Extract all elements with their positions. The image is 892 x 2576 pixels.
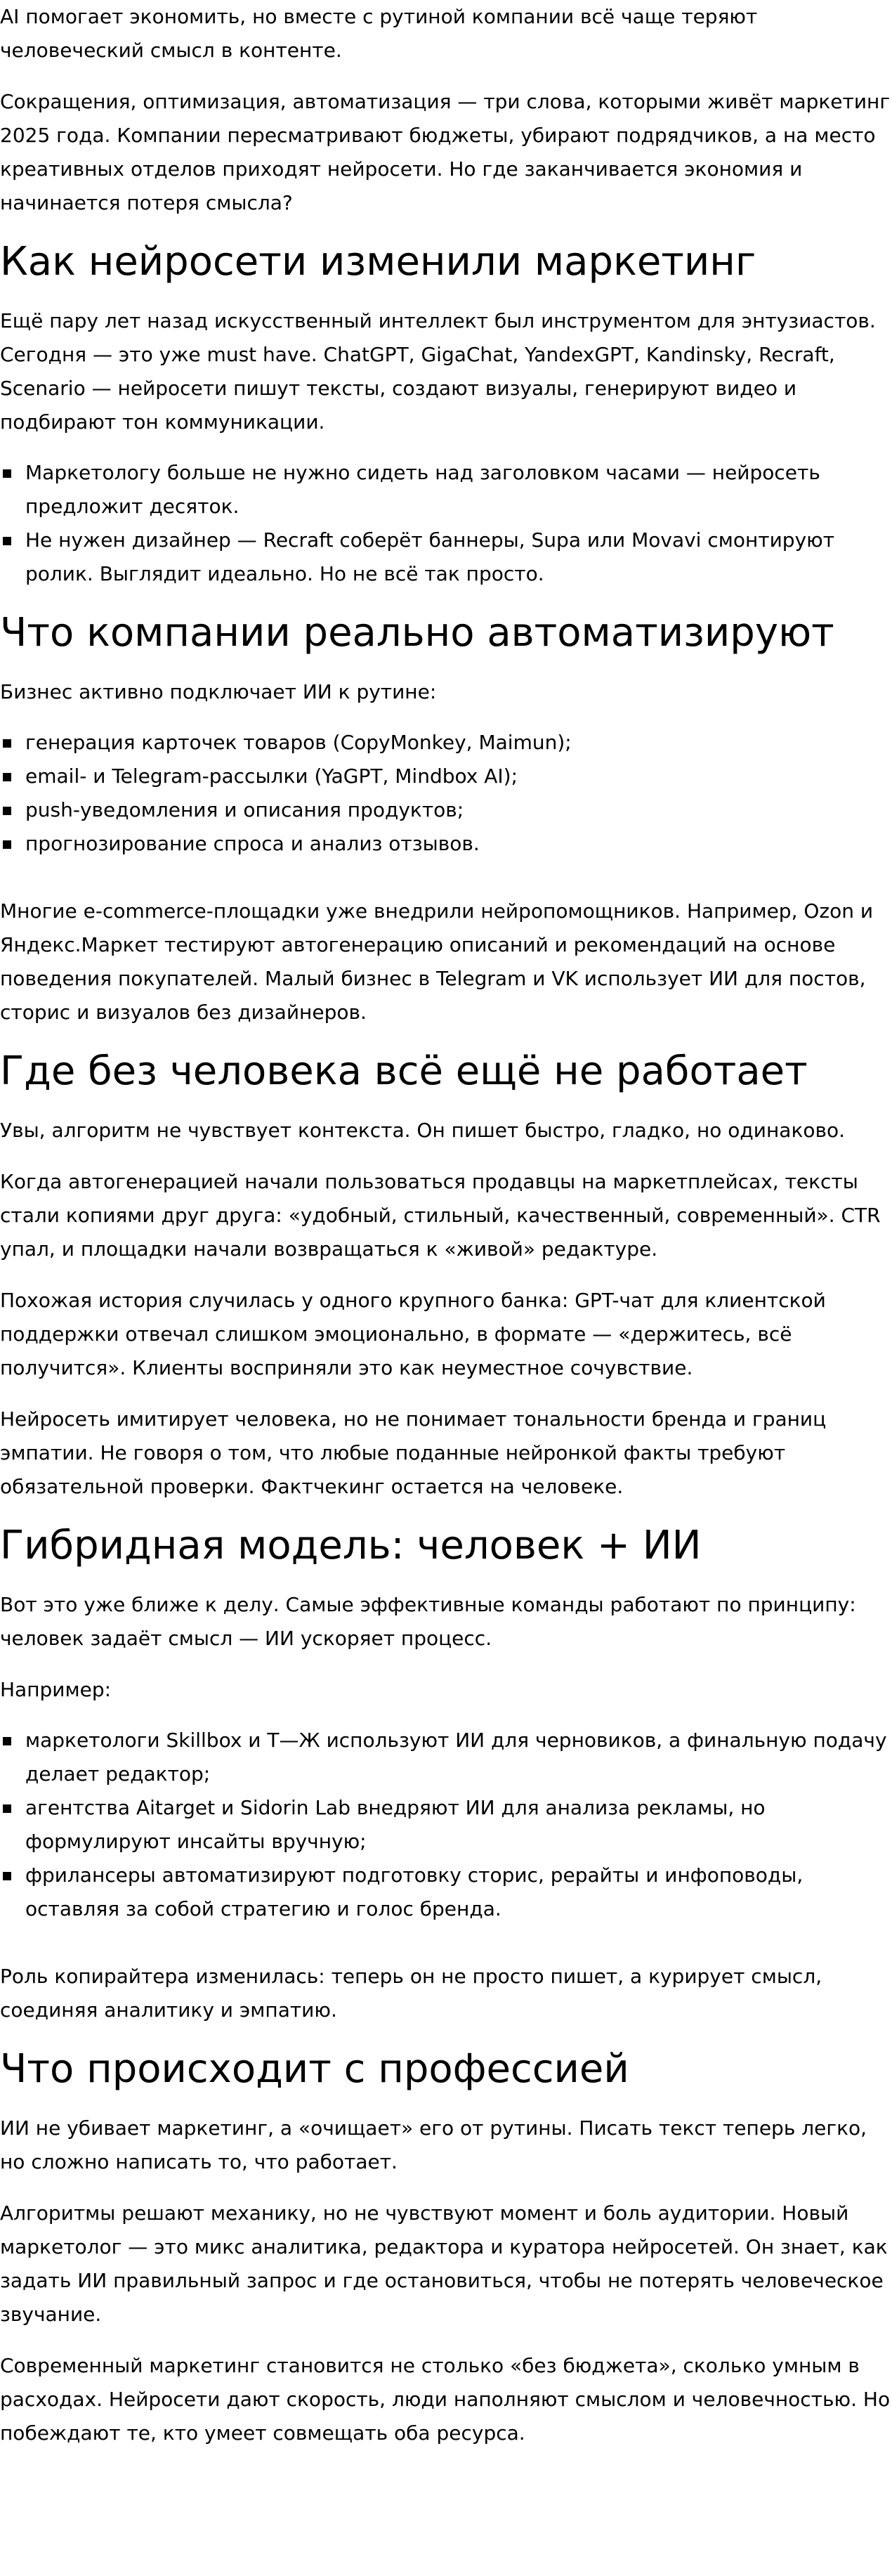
paragraph: Когда автогенерацией начали пользоваться продавцы на маркетплейсах, тексты стали копиями друг друга: «удобный, стильный, качественный, современный». CTR упал, и площадки начали возвращаться к «живой» редактуре. bbox=[0, 1170, 881, 1261]
list-item-text: push-уведомления и описания продуктов; bbox=[25, 798, 464, 821]
list-item bbox=[0, 523, 892, 591]
paragraph: Алгоритмы решают механику, но не чувствуют момент и боль аудитории. Новый маркетолог — это микс аналитика, редактора и куратора нейросетей. Он знает, как задать ИИ правильный запрос и где остановиться, чтобы не потерять человеческое звучание. bbox=[0, 2201, 888, 2326]
bullet-icon bbox=[3, 1804, 11, 1813]
list-item-text: прогнозирование спроса и анализ отзывов. bbox=[25, 832, 480, 855]
list-item bbox=[0, 456, 892, 523]
bullet-icon bbox=[3, 807, 11, 815]
list-item bbox=[0, 1859, 892, 1926]
section-heading: Что компании реально автоматизируют bbox=[0, 610, 834, 656]
paragraph: Бизнес активно подключает ИИ к рутине: bbox=[0, 680, 437, 703]
paragraph: Нейросеть имитирует человека, но не понимает тональности бренда и границ эмпатии. Не говоря о том, что любые поданные нейронкой факты требуют обязательной проверки. Фактчекинг остается на человеке. bbox=[0, 1407, 827, 1498]
paragraph: Вот это уже ближе к делу. Самые эффективные команды работают по принципу: человек задаёт смысл — ИИ ускоряет процесс. bbox=[0, 1593, 856, 1650]
intro-paragraph: Сокращения, оптимизация, автоматизация — три слова, которыми живёт маркетинг 2025 года. Компании пересматривают бюджеты, убирают подрядчиков, а на место креативных отделов приходят нейросети. Но где заканчивается экономия и начинается потеря смысла? bbox=[0, 90, 891, 214]
list-item-text: Не нужен дизайнер — Recraft соберёт баннеры, Supa или Movavi смонтируют ролик. Выглядит идеально. Но не всё так просто. bbox=[25, 528, 835, 585]
bullet-icon bbox=[3, 469, 11, 478]
paragraph: Роль копирайтера изменилась: теперь он не просто пишет, а курирует смысл, соединяя аналитику и эмпатию. bbox=[0, 1965, 822, 2022]
intro-paragraph: AI помогает экономить, но вместе с рутиной компании всё чаще теряют человеческий смысл в контенте. bbox=[0, 5, 758, 62]
list-item-text: фрилансеры автоматизируют подготовку сторис, рерайты и инфоповоды, оставляя за собой стратегию и голос бренда. bbox=[25, 1863, 804, 1920]
list-item-text: агентства Aitarget и Sidorin Lab внедряют ИИ для анализа рекламы, но формулируют инсайты вручную; bbox=[25, 1796, 766, 1853]
list-item-text: Маркетологу больше не нужно сидеть над заголовком часами — нейросеть предложит десяток. bbox=[25, 461, 820, 518]
bullet-icon bbox=[3, 773, 11, 781]
bullet-icon bbox=[3, 1872, 11, 1880]
list-item bbox=[0, 1724, 892, 1791]
bullet-icon bbox=[3, 840, 11, 849]
bullet-list bbox=[0, 456, 892, 591]
bullet-icon bbox=[3, 537, 11, 545]
bullet-list bbox=[0, 1724, 892, 1926]
paragraph: Похожая история случилась у одного крупного банка: GPT-чат для клиентской поддержки отвечал слишком эмоционально, в формате — «держитесь, всё получится». Клиенты восприняли это как неуместное сочувствие. bbox=[0, 1289, 826, 1379]
paragraph: Ещё пару лет назад искусственный интеллект был инструментом для энтузиастов. Сегодня — это уже must have. ChatGPT, GigaChat, YandexGPT, Kandinsky, Recraft, Scenario — нейросети пишут тексты, создают визуалы, генерируют видео и подбирают тон коммуникации. bbox=[0, 309, 876, 434]
paragraph: Например: bbox=[0, 1678, 112, 1701]
section-heading: Как нейросети изменили маркетинг bbox=[0, 239, 756, 285]
list-item bbox=[0, 1791, 892, 1859]
list-item bbox=[0, 760, 892, 793]
paragraph: Современный маркетинг становится не столько «без бюджета», сколько умным в расходах. Нейросети дают скорость, люди наполняют смыслом и человечностью. Но побеждают те, кто умеет совмещать оба ресурса. bbox=[0, 2354, 891, 2445]
list-item bbox=[0, 827, 892, 861]
paragraph: Многие e-commerce-площадки уже внедрили нейропомощников. Например, Ozon и Яндекс.Маркет тестируют автогенерацию описаний и рекомендаций на основе поведения покупателей. Малый бизнес в Telegram и VK использует ИИ для постов, сторис и визуалов без дизайнеров. bbox=[0, 899, 874, 1024]
paragraph: ИИ не убивает маркетинг, а «очищает» его от рутины. Писать текст теперь легко, но сложно написать то, что работает. bbox=[0, 2116, 867, 2173]
list-item bbox=[0, 726, 892, 760]
section-heading: Где без человека всё ещё не работает bbox=[0, 1048, 808, 1094]
list-item-text: маркетологи Skillbox и Т—Ж используют ИИ для черновиков, а финальную подачу делает редактор; bbox=[25, 1729, 887, 1785]
paragraph: Увы, алгоритм не чувствует контекста. Он пишет быстро, гладко, но одинаково. bbox=[0, 1119, 846, 1142]
bullet-icon bbox=[3, 1737, 11, 1745]
section-heading: Что происходит с профессией bbox=[0, 2046, 629, 2092]
bullet-list bbox=[0, 726, 892, 861]
list-item-text: генерация карточек товаров (CopyMonkey, Maimun); bbox=[25, 731, 572, 754]
section-heading: Гибридная модель: человек + ИИ bbox=[0, 1523, 702, 1568]
list-item bbox=[0, 793, 892, 827]
bullet-icon bbox=[3, 739, 11, 748]
list-item-text: email- и Telegram-рассылки (YaGPT, Mindbox AI); bbox=[25, 765, 518, 788]
